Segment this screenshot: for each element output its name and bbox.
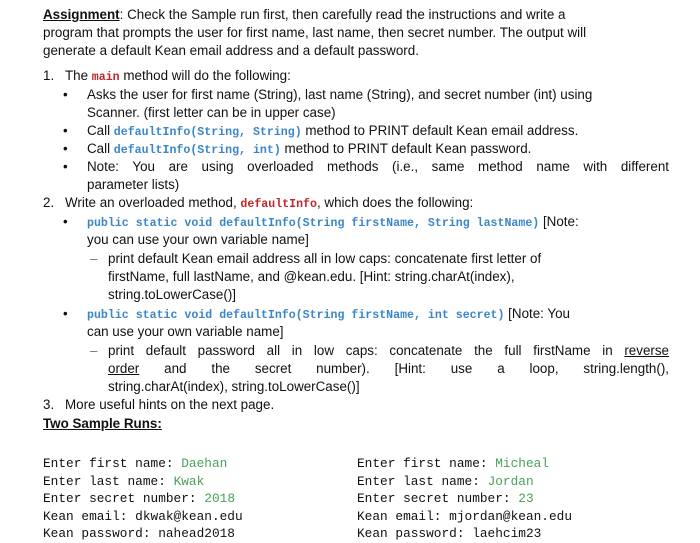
item-1-bullet-2 (87, 122, 578, 142)
run-1-input-secret: 2018 (204, 491, 235, 507)
sample-run-1 (43, 455, 243, 543)
run-2-prompt-secret: Enter secret number: (357, 491, 519, 507)
bullet-2-post: method to PRINT default Kean email address. (301, 123, 579, 138)
password-detail-line-2 (108, 360, 669, 378)
intro-line-1: : Check the Sample run first, then carefully read the instructions and write a (119, 7, 566, 22)
dash-icon: – (90, 251, 98, 266)
run-1-password-output: Kean password: nahead2018 (43, 526, 235, 542)
item-1-bullet-1-line-2: Scanner. (first letter can be in upper case) (87, 105, 336, 120)
email-detail-line-1: print default Kean email address all in low caps: concatenate first letter of (108, 251, 542, 266)
bullet-3-post: method to PRINT default Kean password. (280, 141, 532, 156)
item-1-post: method will do the following: (119, 68, 291, 83)
run-2-input-last: Jordan (487, 473, 534, 489)
run-1-prompt-secret: Enter secret number: (43, 491, 205, 507)
item-2-post: , which does the following: (316, 195, 474, 210)
run-1-input-first: Daehan (181, 456, 228, 471)
run-1-prompt-last: Enter last name: (43, 473, 174, 489)
bullet-3-pre: Call (87, 141, 114, 156)
intro-line-2: program that prompts the user for first name, last name, then secret number. The output will (43, 25, 587, 40)
email-detail-line-2: firstName, full lastName, and @kean.edu. [Hint: string.charAt(index), (108, 269, 515, 284)
assignment-intro (43, 6, 669, 60)
password-method-full-signature: public static void defaultInfo(String firstName, int secret) (87, 309, 505, 322)
password-detail-hint: and the secret number). [Hint: use a loop, string.length(), (139, 361, 669, 376)
password-detail-line-1 (108, 342, 669, 360)
email-detail-line-3: string.toLowerCase()] (108, 287, 237, 302)
run-2-prompt-first: Enter first name: (357, 456, 496, 471)
sample-run-2 (357, 455, 572, 543)
run-2-email-output: Kean email: mjordan@kean.edu (357, 508, 573, 524)
item-1-number: 1. (43, 68, 55, 83)
dash-icon: – (90, 343, 98, 358)
bullet-2-pre: Call (87, 123, 114, 138)
item-1-pre: The (65, 68, 92, 83)
run-2-prompt-last: Enter last name: (357, 473, 488, 489)
password-method-signature: defaultInfo(String, int) (113, 144, 281, 157)
order-word: order (108, 361, 140, 376)
signature-1 (87, 213, 579, 233)
item-2-number: 2. (43, 195, 55, 210)
assignment-label: Assignment (43, 7, 120, 22)
item-1-text (65, 67, 291, 87)
run-2-password-output: Kean password: laehcim23 (357, 526, 542, 542)
signature-2 (87, 305, 570, 325)
bullet-icon: • (63, 141, 68, 156)
bullet-icon: • (63, 87, 68, 102)
item-1-bullet-4-line-2: parameter lists) (87, 177, 180, 192)
bullet-icon: • (63, 159, 68, 174)
main-method-name: main (91, 71, 120, 84)
reverse-word: reverse (624, 343, 669, 358)
run-2-input-first: Micheal (495, 456, 549, 471)
item-1-bullet-3 (87, 140, 531, 160)
bullet-icon: • (63, 123, 68, 138)
item-1-bullet-4-line-1: Note: You are using overloaded methods (i.e., same method name with different (87, 159, 669, 174)
sample-runs-heading: Two Sample Runs: (43, 416, 162, 431)
intro-line-3: generate a default Kean email address and a default password. (43, 43, 419, 58)
item-2-text (65, 194, 473, 214)
item-1-bullet-1-line-1: Asks the user for first name (String), last name (String), and secret number (int) using (87, 87, 593, 102)
bullet-icon: • (63, 214, 68, 229)
item-2-pre: Write an overloaded method, (65, 195, 241, 210)
run-2-input-secret: 23 (518, 491, 534, 507)
run-1-input-last: Kwak (173, 473, 205, 489)
default-info-method-name: defaultInfo (240, 198, 317, 211)
item-3-text: More useful hints on the next page. (65, 397, 275, 412)
signature-1-note: [Note: (539, 214, 579, 229)
run-1-email-output: Kean email: dkwak@kean.edu (43, 508, 243, 524)
bullet-icon: • (63, 306, 68, 321)
password-detail-pre: print default password all in low caps: concatenate the full firstName in (108, 343, 625, 358)
item-3-number: 3. (43, 397, 55, 412)
run-1-prompt-first: Enter first name: (43, 456, 182, 471)
signature-2-line-2: can use your own variable name] (87, 324, 284, 339)
password-detail-line-3: string.charAt(index), string.toLowerCase()] (108, 379, 360, 394)
signature-2-note: [Note: You (504, 306, 570, 321)
email-method-signature: defaultInfo(String, String) (113, 126, 302, 139)
email-method-full-signature: public static void defaultInfo(String firstName, String lastName) (87, 217, 540, 230)
signature-1-line-2: you can use your own variable name] (87, 232, 309, 247)
